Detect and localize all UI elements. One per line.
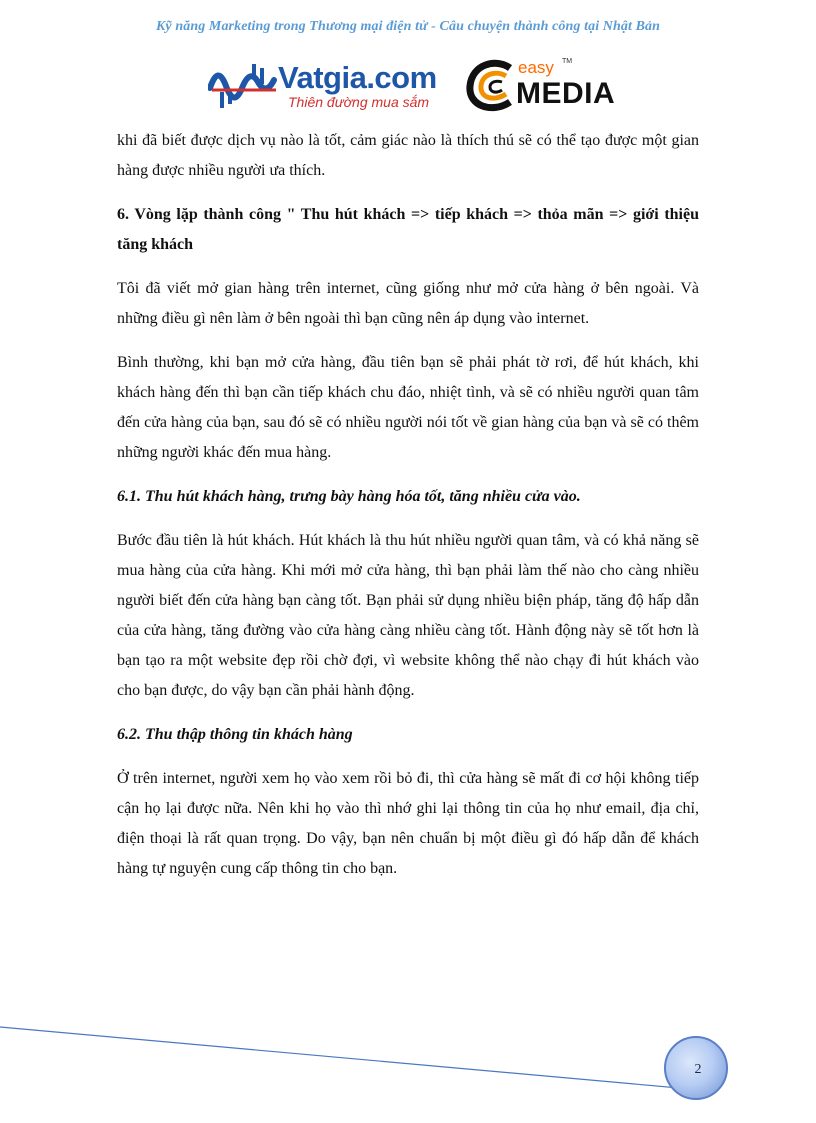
section-heading-6: 6. Vòng lặp thành công " Thu hút khách => tiếp khách => thỏa mãn => giới thiệu tăng khách [117, 206, 699, 253]
running-header: Kỹ năng Marketing trong Thương mại điện tử - Câu chuyện thành công tại Nhật Bản [155, 19, 661, 34]
header-logos [208, 58, 628, 114]
paragraph: khi đã biết được dịch vụ nào là tốt, cảm giác nào là thích thú sẽ có thể tạo được một gian hàng được nhiều người ưa thích. [117, 132, 699, 179]
easy-media-swirl-icon [466, 58, 518, 114]
paragraph: Tôi đã viết mở gian hàng trên internet, cũng giống như mở cửa hàng ở bên ngoài. Và những điều gì nên làm ở bên ngoài thì bạn cũng nên áp dụng vào internet. [117, 280, 699, 327]
page-body [117, 126, 699, 898]
paragraph: Bình thường, khi bạn mở cửa hàng, đầu tiên bạn sẽ phải phát tờ rơi, để hút khách, khi khách hàng đến thì bạn cần tiếp khách chu đáo, nhiệt tình, và sẽ có nhiều người quan tâm đến cửa hàng của bạn, sau đó sẽ có nhiều người nói tốt về gian hàng của bạn và sẽ có thêm những người khác đến mua hàng. [117, 354, 699, 461]
vatgia-tagline: Thiên đường mua sắm [288, 94, 430, 110]
vatgia-logo [208, 58, 458, 114]
media-text: MEDIA [516, 77, 616, 110]
subsection-heading-6-1: 6.1. Thu hút khách hàng, trưng bày hàng hóa tốt, tăng nhiều cửa vào. [117, 488, 581, 505]
page-number: 2 [694, 1062, 702, 1077]
paragraph: Ở trên internet, người xem họ vào xem rồi bỏ đi, thì cửa hàng sẽ mất đi cơ hội không tiếp cận họ lại được nữa. Nên khi họ vào thì nhớ ghi lại thông tin của họ như email, địa chỉ, điện thoại là rất quan trọng. Do vậy, bạn nên chuẩn bị một điều gì đó hấp dẫn để khách hàng tự nguyện cung cấp thông tin cho bạn. [117, 770, 699, 877]
vatgia-wave-icon [208, 58, 280, 114]
vatgia-name: Vatgia.com [278, 60, 437, 95]
easy-media-logo [466, 58, 626, 114]
easy-tm: TM [562, 58, 573, 65]
easy-text: easy [518, 58, 554, 77]
paragraph: Bước đầu tiên là hút khách. Hút khách là thu hút nhiều người quan tâm, và có khả năng sẽ mua hàng của cửa hàng. Khi mới mở cửa hàng, thì bạn phải làm thế nào cho càng nhiều người biết đến cửa hàng bạn càng tốt. Bạn phải sử dụng nhiều biện pháp, tăng độ hấp dẫn của cửa hàng, tăng đường vào cửa hàng càng nhiều càng tốt. Hành động này sẽ tốt hơn là bạn tạo ra một website đẹp rồi chờ đợi, vì website không thể nào chạy đi hút khách vào cho bạn được, do vậy bạn cần phải hành động. [117, 532, 699, 699]
subsection-heading-6-2: 6.2. Thu thập thông tin khách hàng [117, 726, 353, 743]
page-number-badge [664, 1036, 728, 1100]
